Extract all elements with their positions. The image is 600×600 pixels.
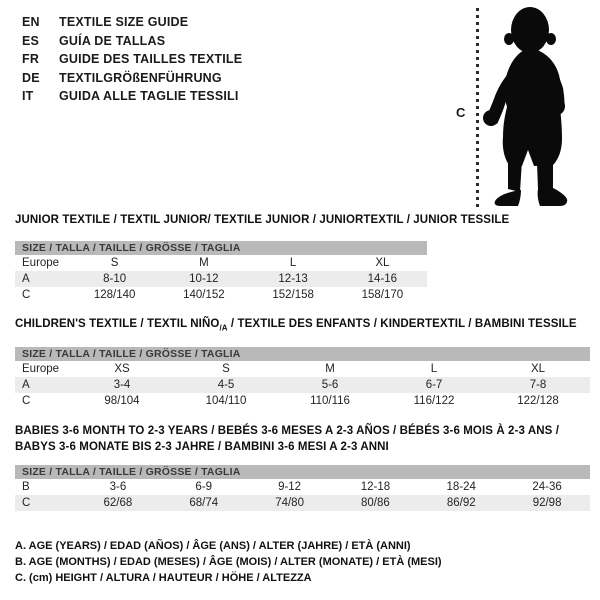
lang-title: TEXTILGRÖßENFÜHRUNG xyxy=(59,70,222,85)
babies-title-line2: BABYS 3-6 MONATE BIS 2-3 JAHRE / BAMBINI 3-6 MESI A 2-3 ANNI xyxy=(15,441,389,453)
baby-silhouette-image xyxy=(440,0,600,215)
cell: M xyxy=(325,363,335,375)
row-label: B xyxy=(22,481,30,493)
cell: 122/128 xyxy=(517,395,559,407)
baby-figure-area xyxy=(440,0,600,215)
cell: 18-24 xyxy=(446,481,476,493)
table-row xyxy=(15,361,590,377)
height-measure-label: C xyxy=(456,105,466,120)
cell: 6-7 xyxy=(425,379,443,391)
children-size-table xyxy=(15,347,590,409)
cell: 68/74 xyxy=(189,497,219,509)
lang-row-fr xyxy=(22,50,242,69)
cell: L xyxy=(430,363,438,375)
title-part: / TEXTILE DES ENFANTS / KINDERTEXTIL / BAMBINI TESSILE xyxy=(227,318,577,330)
babies-title-line1: BABIES 3-6 MONTH TO 2-3 YEARS / BEBÉS 3-6 MESES A 2-3 AÑOS / BÉBÉS 3-6 MOIS À 2-3 ANS / xyxy=(15,425,559,437)
lang-title: TEXTILE SIZE GUIDE xyxy=(59,15,189,29)
babies-size-table xyxy=(15,465,590,511)
cell: 158/170 xyxy=(361,289,404,301)
footnotes xyxy=(15,538,442,586)
cell: XL xyxy=(530,363,546,375)
cell: S xyxy=(110,257,119,269)
lang-title: GUIDE DES TAILLES TEXTILE xyxy=(59,52,243,66)
lang-code: EN xyxy=(22,15,40,29)
footnote-height: C. (cm) HEIGHT / ALTURA / HAUTEUR / HÖHE / ALTEZZA xyxy=(15,572,312,584)
table-row xyxy=(15,255,427,271)
lang-row-en xyxy=(22,13,242,32)
children-table-title xyxy=(15,318,577,332)
cell: 5-6 xyxy=(321,379,339,391)
title-part: CHILDREN'S TEXTILE / TEXTIL NIÑO xyxy=(15,318,220,330)
row-label: Europe xyxy=(22,257,60,269)
lang-row-de xyxy=(22,69,242,88)
lang-code: ES xyxy=(22,33,40,48)
footnote-age-years: A. AGE (YEARS) / EDAD (AÑOS) / ÂGE (ANS) / ALTER (JAHRE) / ETÀ (ANNI) xyxy=(15,540,411,552)
cell: 116/122 xyxy=(413,395,455,407)
cell: 8-10 xyxy=(103,273,127,285)
cell: 4-5 xyxy=(217,379,235,391)
cell: 128/140 xyxy=(93,289,136,301)
cell: 62/68 xyxy=(103,497,133,509)
cell: M xyxy=(199,257,209,269)
cell: 7-8 xyxy=(529,379,547,391)
cell: 10-12 xyxy=(189,273,219,285)
lang-row-es xyxy=(22,32,242,51)
footnote-age-months: B. AGE (MONTHS) / EDAD (MESES) / ÂGE (MOIS) / ALTER (MONATE) / ETÀ (MESI) xyxy=(15,556,442,568)
cell: 140/152 xyxy=(183,289,225,301)
babies-table-title xyxy=(15,423,559,455)
cell: 3-6 xyxy=(109,481,127,493)
cell: S xyxy=(222,363,230,375)
cell: 86/92 xyxy=(446,497,476,509)
cell: 74/80 xyxy=(275,497,304,509)
size-header-bar: SIZE / TALLA / TAILLE / GRÖSSE / TAGLIA xyxy=(15,465,590,479)
table-row xyxy=(15,271,427,287)
lang-row-it xyxy=(22,87,242,106)
size-header-bar: SIZE / TALLA / TAILLE / GRÖSSE / TAGLIA xyxy=(15,241,427,255)
junior-size-table xyxy=(15,241,427,303)
cell: 3-4 xyxy=(113,379,131,391)
cell: 6-9 xyxy=(195,481,213,493)
size-header-bar: SIZE / TALLA / TAILLE / GRÖSSE / TAGLIA xyxy=(15,347,590,361)
language-header xyxy=(22,13,242,106)
cell: 92/98 xyxy=(532,497,562,509)
title-subscript: /A xyxy=(219,323,228,333)
cell: 152/158 xyxy=(272,289,314,301)
cell: 9-12 xyxy=(278,481,302,493)
cell: XS xyxy=(114,363,130,375)
cell: XL xyxy=(375,257,390,269)
cell: 12-13 xyxy=(278,273,308,285)
cell: L xyxy=(289,257,297,269)
cell: 12-18 xyxy=(360,481,391,493)
table-row xyxy=(15,287,427,303)
row-label: C xyxy=(22,395,31,407)
row-label: A xyxy=(22,379,30,391)
row-label: A xyxy=(22,273,30,285)
cell: 104/110 xyxy=(205,395,247,407)
table-row xyxy=(15,479,590,495)
row-label: C xyxy=(22,289,31,301)
table-row xyxy=(15,377,590,393)
row-label: Europe xyxy=(22,363,60,375)
cell: 14-16 xyxy=(367,273,398,285)
table-row xyxy=(15,393,590,409)
lang-title: GUIDA ALLE TAGLIE TESSILI xyxy=(59,89,239,103)
lang-code: FR xyxy=(22,52,40,66)
lang-title: GUÍA DE TALLAS xyxy=(59,33,166,48)
lang-code: DE xyxy=(22,70,40,85)
junior-table-title: JUNIOR TEXTILE / TEXTIL JUNIOR/ TEXTILE JUNIOR / JUNIORTEXTIL / JUNIOR TESSILE xyxy=(15,214,510,226)
cell: 110/116 xyxy=(310,395,350,407)
table-row xyxy=(15,495,590,511)
row-label: C xyxy=(22,497,31,509)
cell: 24-36 xyxy=(532,481,562,493)
cell: 80/86 xyxy=(361,497,390,509)
cell: 98/104 xyxy=(104,395,140,407)
lang-code: IT xyxy=(22,89,34,103)
